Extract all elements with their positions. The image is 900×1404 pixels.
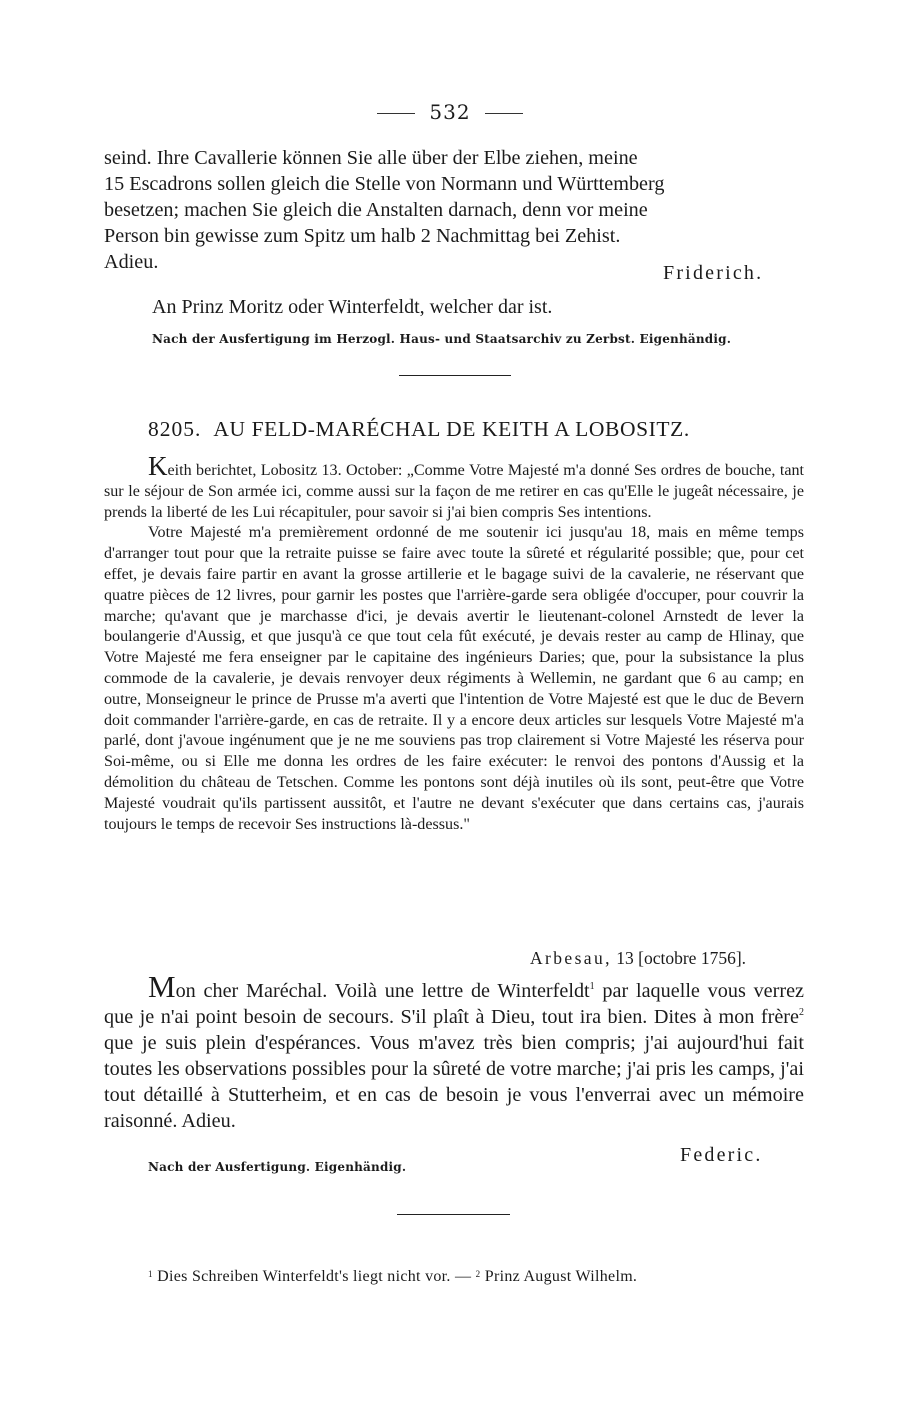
letter-1-line-2: 15 Escadrons sollen gleich die Stelle von Normann und Württemberg [104, 173, 665, 195]
footnotes [148, 1268, 637, 1286]
letter-1-line-3: besetzen; machen Sie gleich die Anstalten darnach, denn vor meine [104, 199, 648, 221]
king-letter-paragraph: Mon cher Maréchal. Voilà une lettre de Winterfeldt$^1$ par laquelle vous verrez que je n'ai point besoin de secours. S'il plaît à Dieu, tout ira bien. Dites à mon frère$^2$ que je suis plein d'espérances. Vous m'avez très bien compris; j'ai aujourd'hui fait toutes les observations possibles pour la sûreté de votre marche; j'ai pris les camps, j'ai tout détaillé à Stutterheim, et en cas de besoin je vous l'enverrai avec un mémoire raisonné. Adieu. [104, 969, 805, 1132]
footnote-mark-2: 2 [475, 1269, 481, 1279]
keith-report-paragraph-2: Votre Majesté m'a premièrement ordonné de me soutenir ici jusqu'au 18, mais en même temps d'arranger tout pour que la retraite puisse se faire avec toute la sûreté et régularité possible; que, pour cet effet, je devais faire partir en avant la grosse artillerie et le bagage suivi de la cavalerie, ne réservant que quatre pièces de 12 livres, pour garnir les postes que l'arrière-garde sera obligée d'occuper, pour couvrir la marche; qu'avant que je marchasse d'ici, je devais avertir le lieutenant-colonel Arnstedt de lever la boulangerie d'Aussig, et que jusqu'à ce que tout cela fût exécuté, je devais rester au camp de Hlinay, que Votre Majesté me fera enseigner par le capitaine des ingénieurs Daries; que, pour la subsistance la plus commode de la cavalerie, je devais renvoyer deux régiments à Wellemin, ne gardant que 6 au camp; en outre, Monseigneur le prince de Prusse m'a averti que l'intention de Votre Majesté est que le duc de Bevern doit commander l'arrière-garde, en cas de retraite. Il y a encore deux articles sur lesquels Votre Majesté m'a parlé, dont j'avoue ingénument que je ne me souviens pas trop clairement si Votre Majesté les réserva pour Soi-même, ou si Elle me donna les ordres de les faire exécuter: le renvoi des pontons d'Aussig et la démolition du château de Tetschen. Comme les pontons sont déjà inutiles où ils sont, peut-être que Votre Majesté voudrait qu'ils partissent aussitôt, et l'autre ne devant s'exécuter que dans certains cas, j'aurais toujours le temps de recevoir Ses instructions là-dessus." [104, 524, 804, 833]
king-letter-body [104, 969, 805, 1154]
footnote-ref-1: 1 [589, 981, 595, 992]
dateline-place: Arbesau, [530, 948, 612, 968]
letter-1-source-note: Nach der Ausfertigung im Herzogl. Haus- und Staatsarchiv zu Zerbst. Eigenhändig. [152, 332, 732, 346]
page-number: 532 [0, 100, 900, 124]
dash-left [377, 113, 415, 114]
document-title: AU FELD-MARÉCHAL DE KEITH A LOBOSITZ. [213, 417, 690, 441]
dash-right [485, 113, 523, 114]
footnote-text-1: Dies Schreiben Winterfeldt's liegt nicht vor. — [157, 1268, 472, 1285]
keith-report [104, 451, 804, 938]
letter-1-line-4: Person bin gewisse zum Spitz um halb 2 Nachmittag bei Zehist. [104, 225, 621, 247]
section-divider-1 [399, 375, 511, 376]
report-dropcap: K [148, 451, 168, 481]
section-divider-2 [397, 1214, 510, 1215]
document-heading [148, 417, 690, 442]
letter-1-addressee: An Prinz Moritz oder Winterfeldt, welcher dar ist. [152, 296, 553, 318]
footnote-ref-2: 2 [799, 1007, 804, 1018]
king-letter-source-note: Nach der Ausfertigung. Eigenhändig. [148, 1160, 407, 1174]
letter-dropcap: M [148, 969, 176, 1004]
letter-1-signature: Friderich. [663, 262, 764, 284]
footnote-text-2: Prinz August Wilhelm. [484, 1268, 638, 1285]
document-number: 8205. [148, 417, 202, 441]
letter-1-body [104, 145, 804, 275]
letter-1-line-5: Adieu. [104, 251, 159, 273]
letter-1-line-1: seind. Ihre Cavallerie können Sie alle über der Elbe ziehen, meine [104, 147, 638, 169]
footnote-mark-1: 1 [148, 1269, 153, 1279]
keith-report-paragraph-1: Keith berichtet, Lobositz 13. October: „Comme Votre Majesté m'a donné Ses ordres de bouche, tant sur le séjour de Son armée ici, comme aussi sur la façon de me retirer en cas qu'Elle le jugeât nécessaire, je prends la liberté de les Lui récapituler, pour savoir si j'ai bien compris Ses intentions. [104, 451, 804, 521]
king-letter-signature: Federic. [680, 1144, 763, 1166]
letter-dateline [530, 948, 746, 969]
dateline-date: 13 [octobre 1756]. [616, 948, 747, 968]
